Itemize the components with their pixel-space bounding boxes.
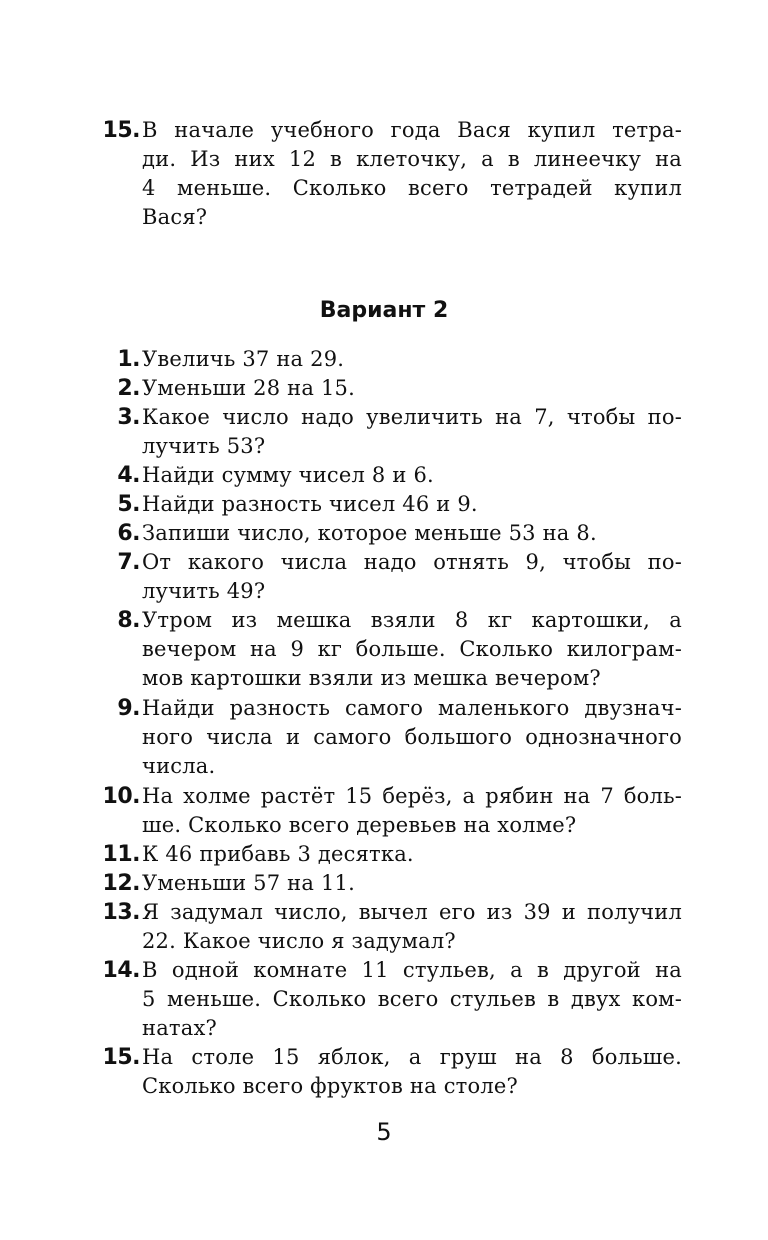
problem-text — [142, 869, 682, 898]
problem-number: 12. — [102, 871, 140, 896]
problem-text — [142, 694, 682, 781]
problem-14 — [88, 956, 688, 1043]
problem-line: числа. — [142, 754, 216, 778]
problem-line: Уменьши 57 на 11. — [142, 871, 355, 895]
problem-12 — [88, 869, 688, 898]
problem-text — [142, 116, 682, 232]
problem-line: На холме растёт 15 берёз, а рябин на 7 боль- — [142, 784, 682, 808]
problem-11 — [88, 840, 688, 869]
problem-text — [142, 345, 682, 374]
problem-9 — [88, 694, 688, 781]
problem-number: 15. — [102, 118, 140, 143]
problem-2 — [88, 374, 688, 403]
problem-text — [142, 548, 682, 606]
problem-line: натах? — [142, 1016, 217, 1040]
problem-line: Найди разность чисел 46 и 9. — [142, 492, 478, 516]
problem-number: 10. — [102, 784, 140, 809]
problem-text — [142, 782, 682, 840]
problem-line: Вася? — [142, 205, 208, 229]
problem-13 — [88, 898, 688, 956]
problem-line: лучить 49? — [142, 579, 266, 603]
problem-line: Найди разность самого маленького двузнач- — [142, 696, 682, 720]
problem-line: Сколько всего фруктов на столе? — [142, 1074, 518, 1098]
problem-line: В начале учебного года Вася купил тетра- — [142, 118, 682, 142]
problem-number: 9. — [117, 696, 140, 721]
problem-line: лучить 53? — [142, 434, 266, 458]
page-number: 5 — [376, 1118, 392, 1146]
problem-number: 8. — [117, 608, 140, 633]
problem-number: 5. — [117, 492, 140, 517]
problem-text — [142, 956, 682, 1043]
problem-number: 1. — [117, 347, 140, 372]
problem-5 — [88, 490, 688, 519]
problem-line: ше. Сколько всего деревьев на холме? — [142, 813, 577, 837]
problem-text — [142, 403, 682, 461]
variant-heading: Вариант 2 — [319, 298, 449, 323]
problem-line: Какое число надо увеличить на 7, чтобы по- — [142, 405, 682, 429]
problem-text — [142, 461, 682, 490]
problem-3 — [88, 403, 688, 461]
problem-line: Утром из мешка взяли 8 кг картошки, а — [142, 608, 682, 632]
problem-number: 15. — [102, 1045, 140, 1070]
problem-text — [142, 374, 682, 403]
problem-line: мов картошки взяли из мешка вечером? — [142, 666, 601, 690]
problem-line: 5 меньше. Сколько всего стульев в двух ком- — [142, 987, 682, 1011]
problem-10 — [88, 782, 688, 840]
problem-number: 4. — [117, 463, 140, 488]
problem-text — [142, 490, 682, 519]
problem-line: Найди сумму чисел 8 и 6. — [142, 463, 434, 487]
problem-line: От какого числа надо отнять 9, чтобы по- — [142, 550, 682, 574]
problem-line: 4 меньше. Сколько всего тетрадей купил — [142, 176, 682, 200]
problem-text — [142, 1043, 682, 1101]
problem-text — [142, 898, 682, 956]
problem-line: На столе 15 яблок, а груш на 8 больше. — [142, 1045, 682, 1069]
problem-number: 13. — [102, 900, 140, 925]
problem-text — [142, 840, 682, 869]
problem-line: ного числа и самого большого однозначного — [142, 725, 682, 749]
problem-15 — [88, 1043, 688, 1101]
problem-1 — [88, 345, 688, 374]
problem-7 — [88, 548, 688, 606]
problem-line: В одной комнате 11 стульев, а в другой на — [142, 958, 682, 982]
problem-text — [142, 606, 682, 693]
problem-line: Запиши число, которое меньше 53 на 8. — [142, 521, 597, 545]
problem-line: 22. Какое число я задумал? — [142, 929, 456, 953]
problem-line: вечером на 9 кг больше. Сколько килограм- — [142, 637, 682, 661]
problem-6 — [88, 519, 688, 548]
problem-line: К 46 прибавь 3 десятка. — [142, 842, 414, 866]
problem-text — [142, 519, 682, 548]
problem-number: 14. — [102, 958, 140, 983]
problem-v1-15 — [88, 116, 688, 232]
problem-8 — [88, 606, 688, 693]
problem-line: ди. Из них 12 в клеточку, а в линеечку на — [142, 147, 682, 171]
problem-line: Я задумал число, вычел его из 39 и получил — [142, 900, 682, 924]
problem-number: 11. — [102, 842, 140, 867]
problem-line: Уменьши 28 на 15. — [142, 376, 355, 400]
problem-number: 6. — [117, 521, 140, 546]
problem-4 — [88, 461, 688, 490]
problem-line: Увеличь 37 на 29. — [142, 347, 345, 371]
problem-number: 7. — [117, 550, 140, 575]
problem-number: 2. — [117, 376, 140, 401]
problem-number: 3. — [117, 405, 140, 430]
